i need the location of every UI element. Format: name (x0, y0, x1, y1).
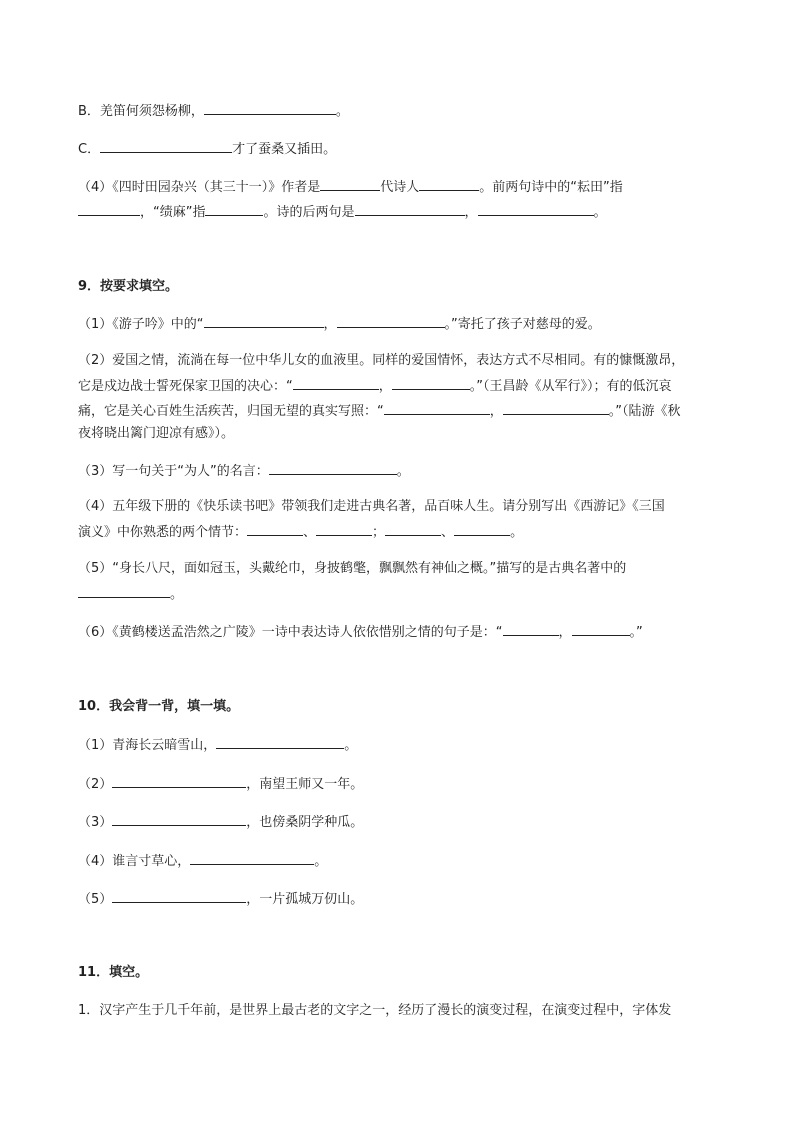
q9-item-4-line2 (78, 522, 523, 542)
q9-item-6 (78, 622, 643, 642)
answer-blank[interactable] (269, 461, 397, 475)
q9-item-2-line4: 夜将晓出篱门迎凉有感》）。 (78, 426, 235, 441)
answer-blank[interactable] (316, 522, 372, 536)
punct: 。 (593, 205, 607, 220)
answer-blank[interactable] (78, 584, 170, 598)
answer-blank[interactable] (320, 177, 380, 191)
punct: ， (489, 404, 503, 419)
answer-blank[interactable] (454, 522, 510, 536)
q10-text: （5） (78, 892, 113, 907)
item-4-line2 (78, 202, 607, 222)
q9-item-3 (78, 461, 410, 481)
q9-text: 它是戍边战士誓死保家卫国的决心：“ (78, 379, 293, 394)
punct: ， (323, 317, 337, 332)
q10-item-4 (78, 851, 327, 871)
answer-blank[interactable] (112, 812, 246, 826)
answer-blank[interactable] (205, 202, 263, 216)
q9-text: 。”（陆游《秋 (608, 404, 681, 419)
punct: 。 (314, 854, 328, 869)
answer-blank[interactable] (385, 522, 441, 536)
q9-item-5-line2 (78, 584, 183, 604)
punct: ， (558, 625, 572, 640)
item-4-text: 。前两句诗中的“耘田”指 (479, 180, 623, 195)
q9-text: （6）《黄鹤楼送孟浩然之广陵》一诗中表达诗人依依惜别之情的句子是：“ (78, 625, 503, 640)
item-4-line1 (78, 177, 623, 197)
q9-text: 。”寄托了孩子对慈母的爱。 (444, 317, 601, 332)
question-10-heading: 10．我会背一背，填一填。 (78, 699, 240, 714)
item-c-text: 才了蚕桑又插田。 (232, 142, 337, 157)
answer-blank[interactable] (216, 735, 344, 749)
punct: 。 (170, 587, 184, 602)
answer-blank[interactable] (204, 314, 324, 328)
item-c (78, 139, 336, 159)
question-9-heading: 9．按要求填空。 (78, 279, 179, 294)
q9-text: 痛，它是关心百姓生活疾苦，归国无望的真实写照：“ (78, 404, 384, 419)
answer-blank[interactable] (419, 177, 479, 191)
punct: 、 (441, 525, 455, 540)
punct: 、 (303, 525, 317, 540)
q10-item-5 (78, 889, 363, 909)
q9-text: 。”（王昌龄《从军行》）；有的低沉哀 (469, 379, 672, 394)
q10-item-1 (78, 735, 357, 755)
punct: 。 (396, 464, 410, 479)
item-4-text: ，“绩麻”指 (140, 205, 206, 220)
answer-blank[interactable] (247, 522, 303, 536)
q9-item-4-line1: （4）五年级下册的《快乐读书吧》带领我们走进古典名著，品百味人生。请分别写出《西游记》《三国 (78, 499, 665, 514)
q10-text: ，南望王师又一年。 (246, 777, 364, 792)
q10-text: （3） (78, 815, 113, 830)
item-4-text: （4）《四时田园杂兴（其三十一）》作者是 (78, 180, 321, 195)
answer-blank[interactable] (293, 376, 379, 390)
q10-text: （1）青海长云暗雪山， (78, 738, 217, 753)
punct: 。 (344, 738, 358, 753)
item-c-label: C． (78, 142, 101, 157)
item-b (78, 101, 349, 121)
item-4-text: 代诗人 (380, 180, 420, 195)
q9-text: （3）写一句关于“为人”的名言： (78, 464, 269, 479)
answer-blank[interactable] (112, 774, 246, 788)
q11-item-1: 1．汉字产生于几千年前，是世界上最古老的文字之一，经历了漫长的演变过程，在演变过程中，字体发 (78, 1003, 672, 1018)
answer-blank[interactable] (384, 401, 490, 415)
answer-blank[interactable] (392, 376, 470, 390)
answer-blank[interactable] (355, 202, 465, 216)
answer-blank[interactable] (204, 101, 336, 115)
q10-item-2 (78, 774, 363, 794)
answer-blank[interactable] (112, 889, 246, 903)
q9-text: （1）《游子吟》中的“ (78, 317, 204, 332)
answer-blank[interactable] (78, 202, 140, 216)
answer-blank[interactable] (503, 401, 609, 415)
punct: 。” (629, 625, 643, 640)
q10-text: （2） (78, 777, 113, 792)
answer-blank[interactable] (337, 314, 445, 328)
q9-text: 演义》中你熟悉的两个情节： (78, 525, 248, 540)
answer-blank[interactable] (572, 622, 630, 636)
q9-item-2-line2 (78, 376, 672, 396)
punct: ， (378, 379, 392, 394)
item-4-text: 。诗的后两句是 (263, 205, 355, 220)
q10-text: ，一片孤城万仞山。 (246, 892, 364, 907)
q9-item-2-line3 (78, 401, 681, 421)
punct: ； (372, 525, 386, 540)
answer-blank[interactable] (503, 622, 559, 636)
answer-blank[interactable] (478, 202, 594, 216)
punct: 。 (335, 104, 349, 119)
q9-item-2-line1: （2）爱国之情，流淌在每一位中华儿女的血液里。同样的爱国情怀，表达方式不尽相同。有的慷慨激昂， (78, 353, 685, 368)
answer-blank[interactable] (100, 139, 232, 153)
q10-text: （4）谁言寸草心， (78, 854, 191, 869)
answer-blank[interactable] (190, 851, 314, 865)
q10-item-3 (78, 812, 363, 832)
q10-text: ，也傍桑阴学种瓜。 (246, 815, 364, 830)
question-11-heading: 11．填空。 (78, 965, 149, 980)
punct: 。 (510, 525, 524, 540)
q9-item-1 (78, 314, 601, 334)
q9-item-5-line1: （5）“身长八尺，面如冠玉，头戴纶巾，身披鹤氅，飘飘然有神仙之概。”描写的是古典名著中的 (78, 561, 627, 576)
punct: ， (464, 205, 478, 220)
item-b-text: B．羌笛何须怨杨柳， (78, 104, 204, 119)
